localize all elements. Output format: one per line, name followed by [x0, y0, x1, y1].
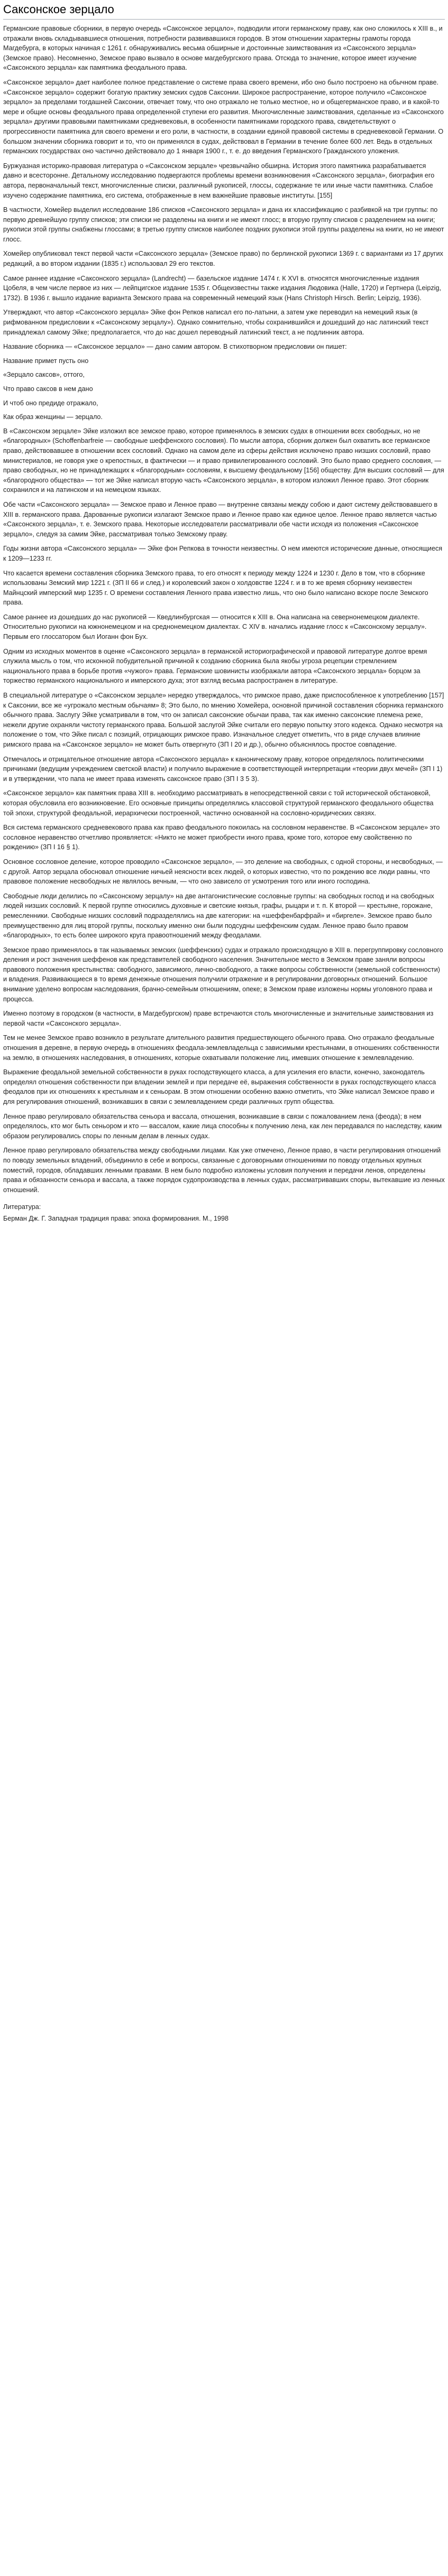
paragraph: «Саксонское зерцало» дает наиболее полное представление о системе права своего времени, ибо оно было построено на обычном праве. «Саксонское зерцало» содержит богатую практику земских судов Саксонии. Широкое распространение, которое получило «Саксонское зерцало» за пределами тогдашней Саксонии, отвечает тому, что оно отражало не только местное, но и общегерманское право, и в какой-то мере и общие основы феодального права определенной ступени его развития. Многочисленные заимствования, сделанные из «Саксонского зерцала» другими правовыми памятниками средневековья, в особенности памятниками городского права, свидетельствуют о прогрессивности памятника для своего времени и его роли, в частности, в создании единой правовой системы в средневековой Германии. О большом значении сборника говорит и то, что он применялся в судах, действовал в Германии в течение более 600 лет. Ведь в отдельных германских государствах оно частично действовало до 1 января 1900 г., т. е. до введения Германского Гражданского уложения. [3, 78, 444, 155]
paragraph: Земское право применялось в так называемых земских (шеффенских) судах и отражало происходящую в XIII в. перегруппировку сословного деления и рост значения шеффенов как представителей свободного населения. Значительное место в Земском праве заняли вопросы правового положения крестьянства: свободного, зависимого, лично-свободного, а также вопросы собственности (земельной собственности) и владения. Развивающиеся в то время денежные отношения получили отражение и в регулировании договорных отношений. Большое внимание уделено вопросам наследования, брачно-семейным отношениям, опеке; в Земском праве изложены нормы уголовного права и процесса. [3, 946, 443, 1003]
paragraph: Буржуазная историко-правовая литература о «Саксонском зерцале» чрезвычайно обширна. История этого памятника разрабатывается давно и всесторонне. Детальному исследованию подвергаются проблемы времени возникновения «Саксонского зерцала», биография его автора, первоначальный текст, многочисленные списки, различный рукописей, глоссы, содержание те или иные части памятника. Слабое изучено содержание памятника, его система, отображенные в нем важнейшие правовые институты. [155] [3, 162, 435, 199]
paragraph: Утверждают, что автор «Саксонского зерцала» Эйке фон Репков написал его по-латыни, а затем уже переводил на немецкий язык (в рифмованном предисловии к «Саксонскому зерцалу»). Однако сомнительно, чтобы сохранившийся и дошедший до нас латинский текст принадлежал самому Эйке; предполагается, что до нас дошел переводный латинский текст, а не подлинник автора. [3, 309, 429, 336]
paragraph: В частности, Хомейер выделил исследование 186 списков «Саксонского зерцала» и дана их классификацию с разбивкой на три группы: по первую древнейшую группу списков; эти списки не разделены на книги и не имеют глосс; в вторую группу списков с разделением на книги; рукописи этой группы снабжены глоссами; в третью группу списков наиболее поздних рукописи этой группы разделены на книги, но не имеют глосс. [3, 206, 444, 243]
article [0, 0, 448, 1223]
verse-line: И чтоб оно предиде отражало, [3, 399, 98, 407]
paragraph: Именно поэтому в городском (в частности, в Магдебургском) праве встречаются столь многочисленные и значительные заимствования из первой части «Саксонского зерцала». [3, 1010, 434, 1027]
paragraph: Самое раннее издание «Саксонского зерцала» (Landrecht) — базельское издание 1474 г. К XVI в. относятся многочисленные издания Цобеля, в чем числе первое из них — лейпцигское издание 1535 г. Общеизвестны также издания Людовика (Halle, 1720) и Гертнера (Leipzig, 1732). В 1936 г. вышло издание варианта Земского права на современный немецкий язык (Hans Christoph Hirsch. Berlin; Leipzig, 1936). [3, 274, 441, 302]
paragraph: Выражение феодальной земельной собственности в руках господствующего класса, а для усиления его власти, конечно, законодатель определял отношения собственности при владении землей и при передаче её, выражения собственности в руках господствующего класса феодалов при их отношениях к крестьянам и к сеньорам. В этом отношении особенно важно отметить, что Эйке написал Земское право и для регулирования отношений, возникавших в связи с землевладением среди различных групп общества. [3, 1068, 436, 1105]
paragraph: Хомейер опубликовал текст первой части «Саксонского зерцала» (Земское право) по берлинской рукописи 1369 г. с вариантами из 17 других редакций, а во втором издании (1835 г.) использовал 29 его текстов. [3, 250, 443, 268]
paragraph: Свободные люди делились по «Саксонскому зерцалу» на две антагонистические сословные группы: на свободных господ и на свободных людей низших сословий. К первой группе относились духовные и светские князья, графы, рыцари и т. п. К второй — крестьяне, горожане, ремесленники. Свободные низших сословий подразделялись на две категории: на «шеффенбарфрай» и «биргеле». Земское право было преимущественно для лиц второй группы, поскольку именно они были подсудны шеффенским судам. Ленное право было правом «благородных», то есть более широкого круга правоотношений между феодалами. [3, 892, 434, 940]
verse-line: «Зерцало саксов», оттого, [3, 371, 85, 379]
verse-line: Как образ женщины — зерцало. [3, 413, 103, 421]
paragraph: Название сборника — «Саксонское зерцало» — дано самим автором. В стихотворном предисловии он пишет: [3, 343, 347, 351]
paragraph: Основное сословное деление, которое проводило «Саксонское зерцало», — это деление на свободных, с одной стороны, и несвободных, — с другой. Автор зерцала обосновал отношение ничьей неясности всех людей, о которых известно, что по рождению все люди равны, что правовое положение несвободных не являлось вечным, — что оно зависело от усмотрения того или иного господина. [3, 858, 443, 886]
paragraph: Ленное право регулировало обязательства между свободными лицами. Как уже отмечено, Ленное право, в части регулирования отношений по поводу земельных владений, объединило в себе и вопросы, связанные с договорными отношениями по поводу отдельных крупных поместий, городов, обладавших ленными правами. В нем было подробно изложены условия получения и передачи ленов, определены права и обязанности сеньора и вассала, а также порядок судопроизводства в ленных судах, рассматривавших споры, вытекавшие из ленных отношений. [3, 1147, 445, 1194]
paragraph: В специальной литературе о «Саксонском зерцале» нередко утверждалось, что римское право, даже приспособленное к употреблению [157] к Саксонии, все же «угрожало местным обычаям» 8; Это было, по мнению Хомейера, основной причиной составления сборника германского обычного права. Заслугу Эйке усматривали в том, что он записал саксонские обычаи права, так как именно саксонские племена реже, нежели другие охраняли чистоту германского права. Большой заслугой Эйке считали его первую попытку этого кодекса. Однако несмотря на положение о том, что Эйке писал с позиций, отрицающих римское право. Изначальное следует отметить, что в ряде случаев влияние римского права на «Саксонское зерцало» не может быть отвергнуто (ЗП I 20 и др.), обычно объяснялось простое совпадение. [3, 692, 444, 748]
paragraph: В «Саксонском зерцале» Эйке изложил все земское право, которое применялось в земских судах в отношении всех свободных, но не «благородных» (Schoffenbarfreie — свободные шеффенского сословия). По мысли автора, сборник должен был охватить все германское право, действовавшее в отношении всех сословий. Однако на самом деле из сферы действия исключено право низших сословий, право министериалов, не говоря уже о крепостных, в фактически — и право привилегированного сословий. Это было право среднего сословия, — право свободных, но не принадлежащих к «благородным» сословиям, к высшему феодальному [156] обществу. Для высших сословий — для «благородного общества» — тот же Эйке написал вторую часть «Саксонского зерцала», в котором изложил Ленное право. Этот сборник сохранился и на латинском и на немецком языках. [3, 427, 444, 494]
references-header: Литература: [3, 1203, 41, 1211]
paragraph: Самое раннее из дошедших до нас рукописей — Кведлинбургская — относится к XIII в. Она написана на севернонемецком диалекте. Относительно рукописи на южнонемецком и на среднонемецком диалектах. С XIV в. начались издание глосс к «Саксонскому зерцалу». Первым его глоссатором был Иоганн фон Бух. [3, 613, 427, 641]
paragraph: Германские правовые сборники, в первую очередь «Саксонское зерцало», подводили итоги германскому праву, как оно сложилось к XIII в., и отражали вновь складывавшиеся отношения, потребности развивавшихся городов. В этом отношении характерны грамоты города Магдебурга, в которых начиная с 1261 г. обнаруживались весьма обширные и достоинные заимствования из «Саксонского зерцала» (Земское право). Несомненно, Земское право вызвало в основе магдебургского права. Отсюда то значение, которое имеет изучение «Саксонского зерцала» как памятника феодального права. [3, 25, 443, 72]
page-title: Саксонское зерцало [3, 2, 445, 20]
paragraph: Годы жизни автора «Саксонского зерцала» — Эйке фон Репкова в точности неизвестны. О нем имеются исторические данные, относящиеся к 1209—1233 гг. [3, 545, 443, 562]
verse-line: Что право саксов в нем дано [3, 385, 93, 393]
paragraph: Что касается времени составления сборника Земского права, то его относят к периоду между 1224 и 1230 г. Дело в том, что в сборнике использованы Земский мир 1221 г. (ЗП II 66 и след.) и королевский закон о холдовстве 1224 г. и в то же время сборнику неизвестен Майнцский имперский мир 1235 г. О времени составления Ленного права известно лишь, что оно было написано вскоре после Земского права. [3, 569, 428, 607]
paragraph: Вся система германского средневекового права как право феодального покоилась на сословном неравенстве. В «Саксонском зерцале» это сословное неравенство отчетливо проявляется: «Никто не может приобрести иного права, кроме того, которое ему свойственно по рождению» (ЗП I 16 § 1). [3, 824, 440, 851]
paragraph: Одним из исходных моментов в оценке «Саксонского зерцала» в германской историографической и правовой литературе долгое время служила мысль о том, что исконной побудительной причиной к созданию сборника была якобы угроза рецепции стремлением национального права в борьбе против «чужого» права. Германские шовинисты изображали автора «Саксонского зерцала» борцом за торжество германского национального и имперского духа; этот взгляд весьма распространен в литературе. [3, 647, 427, 685]
reference-item: Берман Дж. Г. Западная традиция права: эпоха формирования. М., 1998 [3, 1215, 228, 1223]
paragraph: Тем не менее Земское право возникло в результате длительного развития предшествующего обычного права. Оно отражало феодальные отношения в деревне, в первую очередь в отношениях феодала-землевладельца с зависимыми крестьянами, в отношениях собственности на землю, в отношениях наследования, в отношениях, которые охватывали положение лиц, имевших отношение к землевладению. [3, 1034, 440, 1062]
paragraph: Обе части «Саксонского зерцала» — Земское право и Ленное право — внутренне связаны между собою и дают систему действовавшего в XIII в. германского права. Дарованные рукописи излагают Земское право и Ленное право как единое целое. Ленное право является частью «Саксонского зерцала», т. е. Земского права. Некоторые исследователи рассматривали обе части исходя из положения «Саксонское зерцало», следуя за самим Эйке, рассматривая только Земскому праву. [3, 500, 438, 538]
paragraph: Ленное право регулировало обязательства сеньора и вассала, отношения, возникавшие в связи с пожалованием лена (феода); в нем определялось, кто мог быть сеньором и кто — вассалом, какие лица способны к получению лена, как лен передавался по наследству, каким образом регулировались споры по ленным делам в ленных судах. [3, 1112, 442, 1140]
paragraph: Отмечалось и отрицательное отношение автора «Саксонского зерцала» к каноническому праву, которое определялось политическими причинами (ведущим учреждением светской власти) и получило выражение в соответствующей интерпретации «теории двух мечей» (ЗП I 1) и в утверждении, что папа не имеет права изменять саксонское право (ЗП I 3 5 3). [3, 755, 443, 783]
verse-line: Название примет пусть оно [3, 357, 89, 365]
paragraph: «Саксонское зерцало» как памятник права XIII в. необходимо рассматривать в непосредственной связи с той исторической обстановкой, которая обусловила его возникновение. Его основные принципы определялись классовой структурой германского феодального общества той эпохи, структурой феодальной, иерархически построенной, частично основанной на сословно-юридических связях. [3, 789, 434, 817]
